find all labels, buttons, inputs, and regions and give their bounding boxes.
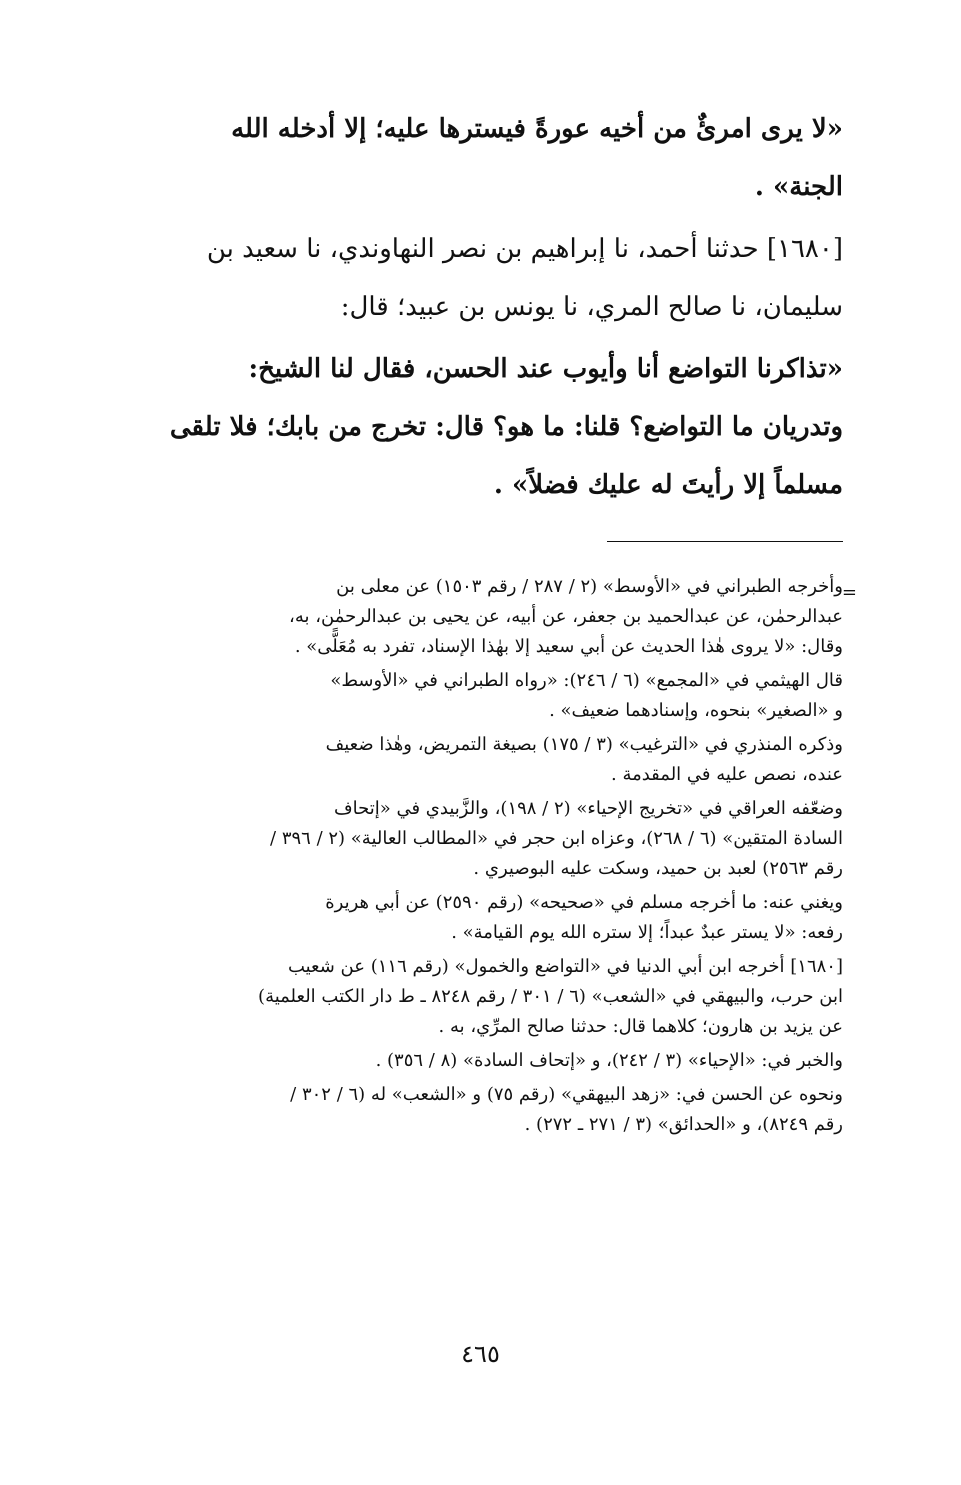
narration-text-line: «تذاكرنا التواضع أنا وأيوب عند الحسن، فقال لنا الشيخ: bbox=[248, 354, 843, 384]
footnote-line: السادة المتقين» (٦ / ٢٦٨)، وعزاه ابن حجر في «المطالب العالية» (٢ / ٣٩٦ / bbox=[270, 828, 843, 849]
hadith-text-line: الجنة» . bbox=[754, 172, 843, 202]
footnote-line: ويغني عنه: ما أخرجه مسلم في «صحيحه» (رقم ٢٥٩٠) عن أبي هريرة bbox=[325, 892, 843, 913]
footnote-line: رقم ٨٢٤٩)، و «الحدائق» (٣ / ٢٧١ ـ ٢٧٢) . bbox=[524, 1114, 843, 1135]
footnote-line: والخبر في: «الإحياء» (٣ / ٢٤٢)، و «إتحاف السادة» (٨ / ٣٥٦) . bbox=[375, 1050, 843, 1071]
isnad-text-line: سليمان، نا صالح المري، نا يونس بن عبيد؛ قال: bbox=[340, 292, 843, 322]
footnote-line: ونحوه عن الحسن في: «زهد البيهقي» (رقم ٧٥) و «الشعب» له (٦ / ٣٠٢ / bbox=[290, 1084, 843, 1105]
footnote-continuation-mark: = bbox=[841, 582, 857, 603]
page-number: ٤٦٥ bbox=[461, 1340, 500, 1368]
footnote-line: وقال: «لا يروى هٰذا الحديث عن أبي سعيد إلا بهٰذا الإسناد، تفرد به مُعَلًّى» . bbox=[294, 636, 843, 657]
footnote-line: عن يزيد بن هارون؛ كلاهما قال: حدثنا صالح المرِّي، به . bbox=[438, 1016, 843, 1037]
footnote-line: [١٦٨٠] أخرجه ابن أبي الدنيا في «التواضع والخمول» (رقم ١١٦) عن شعيب bbox=[287, 956, 843, 977]
footnote-line: وضعّفه العراقي في «تخريج الإحياء» (٢ / ١٩٨)، والزَّبيدي في «إتحاف bbox=[333, 798, 843, 819]
main-text bbox=[131, 100, 843, 514]
footnote-line: رقم ٢٥٦٣) لعبد بن حميد، وسكت عليه البوصيري . bbox=[473, 858, 843, 879]
narration-text-line: وتدريان ما التواضع؟ قلنا: ما هو؟ قال: تخرج من بابك؛ فلا تلقى bbox=[169, 412, 843, 442]
footnote-line: ابن حرب، والبيهقي في «الشعب» (٦ / ٣٠١ / رقم ٨٢٤٨ ـ ط دار الكتب العلمية) bbox=[258, 986, 843, 1007]
footnote-line: قال الهيثمي في «المجمع» (٦ / ٢٤٦): «رواه الطبراني في «الأوسط» bbox=[330, 670, 843, 691]
narration-text-line: مسلماً إلا رأيتَ له عليك فضلاً» . bbox=[493, 470, 843, 500]
footnote-line: عبدالرحمٰن، عن عبدالحميد بن جعفر، عن أبيه، عن يحيى بن عبدالرحمٰن، به، bbox=[289, 606, 843, 627]
footnote-separator bbox=[607, 541, 843, 542]
footnote-line: عنده، نصص عليه في المقدمة . bbox=[611, 764, 843, 785]
isnad-text-line: [١٦٨٠] حدثنا أحمد، نا إبراهيم بن نصر النهاوندي، نا سعيد بن bbox=[206, 234, 843, 264]
footnotes bbox=[131, 572, 843, 1140]
footnote-line: رفعه: «لا يستر عبدٌ عبداً؛ إلا ستره الله يوم القيامة» . bbox=[451, 922, 843, 943]
footnote-line: وذكره المنذري في «الترغيب» (٣ / ١٧٥) بصيغة التمريض، وهٰذا ضعيف bbox=[325, 734, 843, 755]
footnote-line: وأخرجه الطبراني في «الأوسط» (٢ / ٢٨٧ / رقم ١٥٠٣) عن معلى بن bbox=[336, 576, 843, 597]
footnote-line: و «الصغير» بنحوه، وإسنادهما ضعيف» . bbox=[549, 700, 843, 721]
hadith-text-line: «لا يرى امرئٌ من أخيه عورةً فيسترها عليه؛ إلا أدخله الله bbox=[231, 114, 843, 144]
